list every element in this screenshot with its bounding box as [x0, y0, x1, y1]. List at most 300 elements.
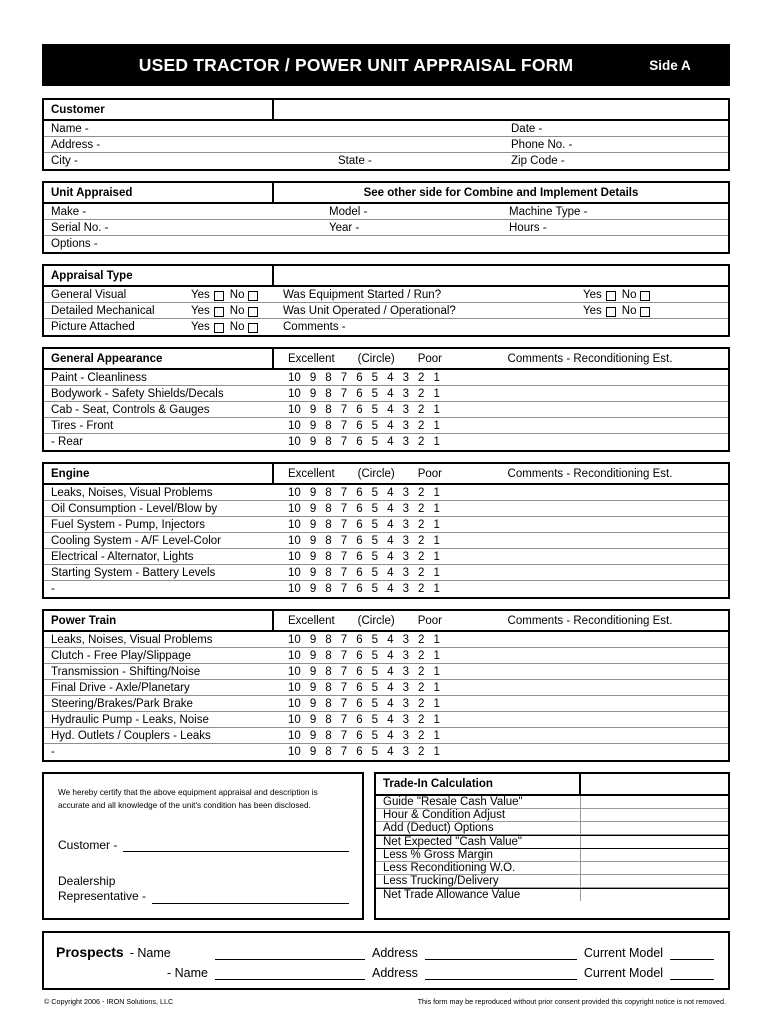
rating-value-9[interactable]: 9: [309, 534, 317, 547]
rating-value-6[interactable]: 6: [356, 566, 363, 579]
table-row: [44, 386, 728, 402]
customer-name-field[interactable]: Name -: [51, 122, 89, 135]
appraisal-type-heading-right: [274, 266, 728, 285]
rating-value-1[interactable]: 1: [433, 665, 440, 678]
rating-value-9[interactable]: 9: [309, 633, 317, 646]
rating-value-2[interactable]: 2: [418, 746, 425, 758]
rating-value-6[interactable]: 6: [356, 729, 363, 742]
rating-value-10[interactable]: 10: [288, 633, 301, 646]
rating-value-10[interactable]: 10: [288, 486, 301, 499]
rating-value-9[interactable]: 9: [309, 583, 317, 595]
customer-phone-field[interactable]: Phone No. -: [511, 138, 573, 151]
rating-value-8[interactable]: 8: [325, 681, 332, 694]
engine-rows: [44, 485, 728, 597]
rating-scale[interactable]: [274, 730, 452, 742]
rating-value-10[interactable]: 10: [288, 419, 301, 432]
rating-value-9[interactable]: 9: [309, 436, 317, 448]
rating-value-1[interactable]: 1: [433, 436, 440, 448]
rating-value-4[interactable]: 4: [387, 633, 394, 646]
rating-value-10[interactable]: 10: [288, 746, 301, 758]
rating-scale[interactable]: [274, 682, 452, 694]
rating-value-7[interactable]: 7: [340, 387, 348, 400]
unit-hours-field[interactable]: Hours -: [509, 221, 547, 234]
rating-value-8[interactable]: 8: [325, 713, 332, 726]
rating-value-4[interactable]: 4: [387, 665, 394, 678]
rating-value-1[interactable]: 1: [433, 550, 440, 563]
rating-value-6[interactable]: 6: [356, 502, 363, 515]
rating-value-2[interactable]: 2: [418, 713, 425, 726]
rating-value-9[interactable]: 9: [309, 665, 317, 678]
rating-value-2[interactable]: 2: [418, 566, 425, 579]
rating-value-9[interactable]: 9: [309, 550, 317, 563]
table-row: [44, 501, 728, 517]
rating-value-8[interactable]: 8: [325, 502, 332, 515]
checkbox-icon[interactable]: [214, 323, 224, 333]
no-label: No: [621, 304, 637, 317]
rating-value-2[interactable]: 2: [418, 436, 425, 448]
rating-value-8[interactable]: 8: [325, 649, 332, 662]
customer-state-field[interactable]: State -: [338, 155, 372, 167]
rating-value-4[interactable]: 4: [387, 534, 394, 547]
rating-value-1[interactable]: 1: [433, 583, 440, 595]
rating-value-7[interactable]: 7: [340, 502, 348, 515]
rating-value-4[interactable]: 4: [387, 403, 394, 416]
rating-value-9[interactable]: 9: [309, 387, 317, 400]
rating-value-5[interactable]: 5: [371, 419, 379, 432]
yes-option[interactable]: [191, 289, 224, 301]
rating-value-5[interactable]: 5: [371, 633, 379, 646]
rating-value-3[interactable]: 3: [402, 566, 409, 579]
rating-scale[interactable]: [274, 372, 452, 384]
rating-value-8[interactable]: 8: [325, 729, 332, 742]
rating-value-8[interactable]: 8: [325, 583, 332, 595]
rating-value-7[interactable]: 7: [340, 713, 348, 726]
signature-rule[interactable]: [152, 891, 349, 904]
rating-scale[interactable]: [274, 666, 452, 678]
rating-value-7[interactable]: 7: [340, 566, 348, 579]
rating-value-5[interactable]: 5: [371, 486, 379, 499]
rating-value-5[interactable]: 5: [371, 583, 379, 595]
rating-value-10[interactable]: 10: [288, 534, 301, 547]
rating-value-2[interactable]: 2: [418, 633, 425, 646]
rating-scale[interactable]: [274, 436, 452, 448]
rating-value-2[interactable]: 2: [418, 665, 425, 678]
rating-value-10[interactable]: 10: [288, 566, 301, 579]
prospect-name-input[interactable]: [215, 966, 365, 980]
rating-value-2[interactable]: 2: [418, 486, 425, 499]
rating-value-2[interactable]: 2: [418, 649, 425, 662]
rating-value-5[interactable]: 5: [371, 697, 379, 710]
unit-model-field[interactable]: Model -: [329, 205, 368, 218]
rating-value-8[interactable]: 8: [325, 419, 332, 432]
checkbox-icon[interactable]: [640, 291, 650, 301]
rating-value-5[interactable]: 5: [371, 649, 379, 662]
rating-value-5[interactable]: 5: [371, 713, 379, 726]
unit-serial-field[interactable]: Serial No. -: [51, 221, 109, 234]
rating-value-10[interactable]: 10: [288, 583, 301, 595]
rating-value-6[interactable]: 6: [356, 746, 363, 758]
rating-value-5[interactable]: 5: [371, 665, 379, 678]
rating-value-2[interactable]: 2: [418, 403, 425, 416]
rating-value-3[interactable]: 3: [402, 502, 409, 515]
customer-signature-line[interactable]: [58, 838, 349, 852]
reproduction-notice: This form may be reproduced without prior consent provided this copyright notice is not removed.: [417, 997, 726, 1006]
rating-value-1[interactable]: 1: [433, 534, 440, 547]
table-row: [44, 632, 728, 648]
rating-value-5[interactable]: 5: [371, 550, 379, 563]
rating-value-9[interactable]: 9: [309, 746, 317, 758]
yes-option[interactable]: [191, 321, 224, 333]
rating-value-3[interactable]: 3: [402, 419, 409, 432]
rating-scale[interactable]: [274, 535, 452, 547]
rating-value-10[interactable]: 10: [288, 502, 301, 515]
table-row: [44, 402, 728, 418]
appraisal-type-yesno-picture-attached: [184, 321, 276, 333]
rating-value-9[interactable]: 9: [309, 729, 317, 742]
rating-value-7[interactable]: 7: [340, 419, 348, 432]
table-row: [44, 712, 728, 728]
rating-value-9[interactable]: 9: [309, 713, 317, 726]
rating-value-3[interactable]: 3: [402, 436, 409, 448]
rating-value-6[interactable]: 6: [356, 697, 363, 710]
rating-value-3[interactable]: 3: [402, 649, 409, 662]
rating-value-5[interactable]: 5: [371, 436, 379, 448]
rating-value-6[interactable]: 6: [356, 403, 363, 416]
rating-value-4[interactable]: 4: [387, 746, 394, 758]
rating-value-7[interactable]: 7: [340, 583, 348, 595]
no-option[interactable]: [230, 289, 259, 301]
rating-value-6[interactable]: 6: [356, 387, 363, 400]
rating-value-1[interactable]: 1: [433, 746, 440, 758]
checkbox-icon[interactable]: [606, 307, 616, 317]
rating-value-10[interactable]: 10: [288, 403, 301, 416]
rating-scale[interactable]: [274, 650, 452, 662]
scale-header: [274, 353, 452, 365]
rating-value-3[interactable]: 3: [402, 534, 409, 547]
checkbox-icon[interactable]: [248, 291, 258, 301]
rating-value-1[interactable]: 1: [433, 681, 440, 694]
unit-options-field[interactable]: Options -: [51, 238, 98, 250]
rating-value-4[interactable]: 4: [387, 681, 394, 694]
rating-value-7[interactable]: 7: [340, 649, 348, 662]
rating-scale[interactable]: [274, 583, 452, 595]
rating-value-6[interactable]: 6: [356, 486, 363, 499]
rating-value-8[interactable]: 8: [325, 633, 332, 646]
rating-value-6[interactable]: 6: [356, 681, 363, 694]
rating-value-1[interactable]: 1: [433, 387, 440, 400]
copyright-text: © Copyright 2006 - IRON Solutions, LLC: [44, 997, 174, 1006]
rating-value-7[interactable]: 7: [340, 486, 348, 499]
customer-zip-field[interactable]: Zip Code -: [511, 155, 565, 167]
rating-scale[interactable]: [274, 551, 452, 563]
rating-value-6[interactable]: 6: [356, 633, 363, 646]
rating-value-10[interactable]: 10: [288, 550, 301, 563]
rating-value-10[interactable]: 10: [288, 518, 301, 531]
rating-value-2[interactable]: 2: [418, 419, 425, 432]
rating-value-9[interactable]: 9: [309, 681, 317, 694]
rating-value-7[interactable]: 7: [340, 681, 348, 694]
rating-value-10[interactable]: 10: [288, 649, 301, 662]
rating-scale[interactable]: [274, 388, 452, 400]
rating-value-7[interactable]: 7: [340, 697, 348, 710]
rating-value-5[interactable]: 5: [371, 403, 379, 416]
rating-value-1[interactable]: 1: [433, 371, 440, 384]
checkbox-icon[interactable]: [214, 307, 224, 317]
rating-value-10[interactable]: 10: [288, 713, 301, 726]
rating-value-3[interactable]: 3: [402, 697, 409, 710]
customer-city-field[interactable]: City -: [51, 155, 78, 167]
rating-value-10[interactable]: 10: [288, 681, 301, 694]
unit-year-field[interactable]: Year -: [329, 221, 360, 234]
rating-value-9[interactable]: 9: [309, 518, 317, 531]
rating-value-4[interactable]: 4: [387, 649, 394, 662]
scale-poor-label: Poor: [417, 614, 442, 627]
rating-value-3[interactable]: 3: [402, 518, 409, 531]
form-title-bar: [42, 44, 730, 86]
rating-value-8[interactable]: 8: [325, 550, 332, 563]
rating-value-8[interactable]: 8: [325, 371, 332, 384]
rating-value-4[interactable]: 4: [387, 387, 394, 400]
prospect-name-label: - Name: [167, 966, 208, 980]
rating-value-6[interactable]: 6: [356, 534, 363, 547]
no-option[interactable]: [230, 321, 259, 333]
rating-value-10[interactable]: 10: [288, 436, 301, 448]
rating-value-9[interactable]: 9: [309, 403, 317, 416]
rating-value-3[interactable]: 3: [402, 681, 409, 694]
checkbox-icon[interactable]: [640, 307, 650, 317]
yes-option[interactable]: [583, 305, 616, 317]
customer-heading: Customer: [44, 100, 274, 119]
comments-field[interactable]: Comments -: [283, 321, 346, 333]
rating-value-7[interactable]: 7: [340, 518, 348, 531]
table-row: [44, 648, 728, 664]
rating-value-4[interactable]: 4: [387, 518, 394, 531]
rating-value-10[interactable]: 10: [288, 729, 301, 742]
rating-scale[interactable]: [274, 634, 452, 646]
rating-value-9[interactable]: 9: [309, 502, 317, 515]
rating-value-7[interactable]: 7: [340, 534, 348, 547]
rating-value-5[interactable]: 5: [371, 729, 379, 742]
rating-value-5[interactable]: 5: [371, 566, 379, 579]
rating-value-8[interactable]: 8: [325, 566, 332, 579]
rating-value-9[interactable]: 9: [309, 566, 317, 579]
rating-value-3[interactable]: 3: [402, 746, 409, 758]
rating-value-3[interactable]: 3: [402, 633, 409, 646]
table-row: [44, 220, 728, 236]
rating-value-4[interactable]: 4: [387, 502, 394, 515]
rating-value-9[interactable]: 9: [309, 419, 317, 432]
rating-value-8[interactable]: 8: [325, 403, 332, 416]
trade-in-row-label: Add (Deduct) Options: [376, 822, 581, 834]
checkbox-icon[interactable]: [606, 291, 616, 301]
rating-value-1[interactable]: 1: [433, 633, 440, 646]
rating-scale[interactable]: [274, 420, 452, 432]
unit-appraised-section-header: [44, 183, 728, 204]
rating-value-1[interactable]: 1: [433, 697, 440, 710]
rating-value-3[interactable]: 3: [402, 371, 409, 384]
rating-value-7[interactable]: 7: [340, 403, 348, 416]
rating-value-4[interactable]: 4: [387, 371, 394, 384]
appraisal-type-label-detailed-mechanical: Detailed Mechanical: [51, 304, 155, 317]
rating-item-label: Oil Consumption - Level/Blow by: [51, 502, 218, 515]
dealership-signature-line[interactable]: [58, 889, 349, 904]
rating-scale[interactable]: [274, 404, 452, 416]
rating-value-7[interactable]: 7: [340, 371, 348, 384]
yes-option[interactable]: [583, 289, 616, 301]
table-row: [44, 517, 728, 533]
general-appearance-section: [42, 347, 730, 452]
rating-value-4[interactable]: 4: [387, 550, 394, 563]
rating-value-5[interactable]: 5: [371, 681, 379, 694]
table-row: [44, 680, 728, 696]
rating-value-6[interactable]: 6: [356, 713, 363, 726]
table-row: [44, 204, 728, 220]
rating-value-10[interactable]: 10: [288, 697, 301, 710]
rating-value-6[interactable]: 6: [356, 665, 363, 678]
rating-scale[interactable]: [274, 698, 452, 710]
rating-value-6[interactable]: 6: [356, 371, 363, 384]
rating-value-6[interactable]: 6: [356, 419, 363, 432]
rating-value-3[interactable]: 3: [402, 665, 409, 678]
rating-value-9[interactable]: 9: [309, 697, 317, 710]
rating-value-10[interactable]: 10: [288, 371, 301, 384]
prospect-name-input[interactable]: [215, 946, 365, 960]
yes-label: Yes: [191, 304, 210, 317]
rating-scale[interactable]: [274, 519, 452, 531]
trade-in-rows: [376, 796, 728, 901]
rating-value-1[interactable]: 1: [433, 419, 440, 432]
rating-value-6[interactable]: 6: [356, 649, 363, 662]
rating-value-1[interactable]: 1: [433, 486, 440, 499]
trade-in-row: [376, 822, 728, 835]
rating-value-2[interactable]: 2: [418, 550, 425, 563]
rating-value-2[interactable]: 2: [418, 534, 425, 547]
rating-value-3[interactable]: 3: [402, 387, 409, 400]
rating-value-5[interactable]: 5: [371, 518, 379, 531]
rating-value-9[interactable]: 9: [309, 371, 317, 384]
prospect-model-input[interactable]: [670, 946, 714, 960]
rating-value-1[interactable]: 1: [433, 403, 440, 416]
no-option[interactable]: [622, 305, 651, 317]
rating-value-3[interactable]: 3: [402, 729, 409, 742]
rating-value-7[interactable]: 7: [340, 436, 348, 448]
rating-value-2[interactable]: 2: [418, 583, 425, 595]
rating-value-3[interactable]: 3: [402, 403, 409, 416]
customer-date-field[interactable]: Date -: [511, 122, 543, 135]
rating-value-4[interactable]: 4: [387, 729, 394, 742]
rating-value-8[interactable]: 8: [325, 746, 332, 758]
rating-value-6[interactable]: 6: [356, 550, 363, 563]
rating-value-2[interactable]: 2: [418, 697, 425, 710]
signature-rule[interactable]: [123, 839, 349, 852]
rating-value-4[interactable]: 4: [387, 713, 394, 726]
rating-value-6[interactable]: 6: [356, 518, 363, 531]
rating-value-3[interactable]: 3: [402, 486, 409, 499]
rating-value-8[interactable]: 8: [325, 387, 332, 400]
rating-value-2[interactable]: 2: [418, 371, 425, 384]
rating-value-3[interactable]: 3: [402, 550, 409, 563]
rating-value-5[interactable]: 5: [371, 534, 379, 547]
rating-scale[interactable]: [274, 487, 452, 499]
rating-value-5[interactable]: 5: [371, 371, 379, 384]
rating-value-10[interactable]: 10: [288, 387, 301, 400]
rating-value-4[interactable]: 4: [387, 419, 394, 432]
rating-value-5[interactable]: 5: [371, 387, 379, 400]
appraisal-type-section-header: [44, 266, 728, 287]
rating-value-2[interactable]: 2: [418, 729, 425, 742]
rating-value-5[interactable]: 5: [371, 746, 379, 758]
rating-value-10[interactable]: 10: [288, 665, 301, 678]
scale-header: [274, 615, 452, 627]
rating-value-3[interactable]: 3: [402, 713, 409, 726]
rating-value-7[interactable]: 7: [340, 550, 348, 563]
rating-value-2[interactable]: 2: [418, 387, 425, 400]
rating-value-4[interactable]: 4: [387, 436, 394, 448]
rating-value-1[interactable]: 1: [433, 713, 440, 726]
rating-value-3[interactable]: 3: [402, 583, 409, 595]
rating-value-6[interactable]: 6: [356, 436, 363, 448]
checkbox-icon[interactable]: [248, 307, 258, 317]
page-title: USED TRACTOR / POWER UNIT APPRAISAL FORM: [138, 54, 574, 75]
rating-scale[interactable]: [274, 567, 452, 579]
rating-value-5[interactable]: 5: [371, 502, 379, 515]
rating-value-8[interactable]: 8: [325, 665, 332, 678]
rating-value-7[interactable]: 7: [340, 729, 348, 742]
prospect-address-input[interactable]: [425, 946, 577, 960]
rating-value-9[interactable]: 9: [309, 649, 317, 662]
table-row: [44, 744, 728, 760]
rating-scale[interactable]: [274, 714, 452, 726]
checkbox-icon[interactable]: [214, 291, 224, 301]
rating-value-7[interactable]: 7: [340, 633, 348, 646]
checkbox-icon[interactable]: [248, 323, 258, 333]
unit-machine-type-field[interactable]: Machine Type -: [509, 205, 588, 218]
unit-make-field[interactable]: Make -: [51, 205, 87, 218]
prospect-address-input[interactable]: [425, 966, 577, 980]
rating-value-8[interactable]: 8: [325, 518, 332, 531]
customer-address-field[interactable]: Address -: [51, 138, 101, 151]
rating-value-4[interactable]: 4: [387, 566, 394, 579]
certification-text: We hereby certify that the above equipment appraisal and description is accurate and all knowledge of the unit's condition has been disclosed.: [58, 788, 318, 810]
rating-value-8[interactable]: 8: [325, 534, 332, 547]
rating-value-4[interactable]: 4: [387, 486, 394, 499]
rating-value-4[interactable]: 4: [387, 697, 394, 710]
rating-scale[interactable]: [274, 746, 452, 758]
rating-value-8[interactable]: 8: [325, 697, 332, 710]
rating-item-label: Bodywork - Safety Shields/Decals: [51, 387, 224, 400]
rating-value-2[interactable]: 2: [418, 518, 425, 531]
rating-value-8[interactable]: 8: [325, 486, 332, 499]
rating-scale[interactable]: [274, 503, 452, 515]
yes-option[interactable]: [191, 305, 224, 317]
rating-value-1[interactable]: 1: [433, 566, 440, 579]
rating-value-8[interactable]: 8: [325, 436, 332, 448]
rating-value-4[interactable]: 4: [387, 583, 394, 595]
rating-value-1[interactable]: 1: [433, 729, 440, 742]
no-option[interactable]: [230, 305, 259, 317]
no-option[interactable]: [622, 289, 651, 301]
rating-value-7[interactable]: 7: [340, 746, 348, 758]
rating-value-2[interactable]: 2: [418, 502, 425, 515]
rating-value-9[interactable]: 9: [309, 486, 317, 499]
rating-value-2[interactable]: 2: [418, 681, 425, 694]
rating-value-7[interactable]: 7: [340, 665, 348, 678]
rating-value-1[interactable]: 1: [433, 518, 440, 531]
rating-value-1[interactable]: 1: [433, 649, 440, 662]
rating-value-1[interactable]: 1: [433, 502, 440, 515]
rating-value-6[interactable]: 6: [356, 583, 363, 595]
prospect-model-input[interactable]: [670, 966, 714, 980]
